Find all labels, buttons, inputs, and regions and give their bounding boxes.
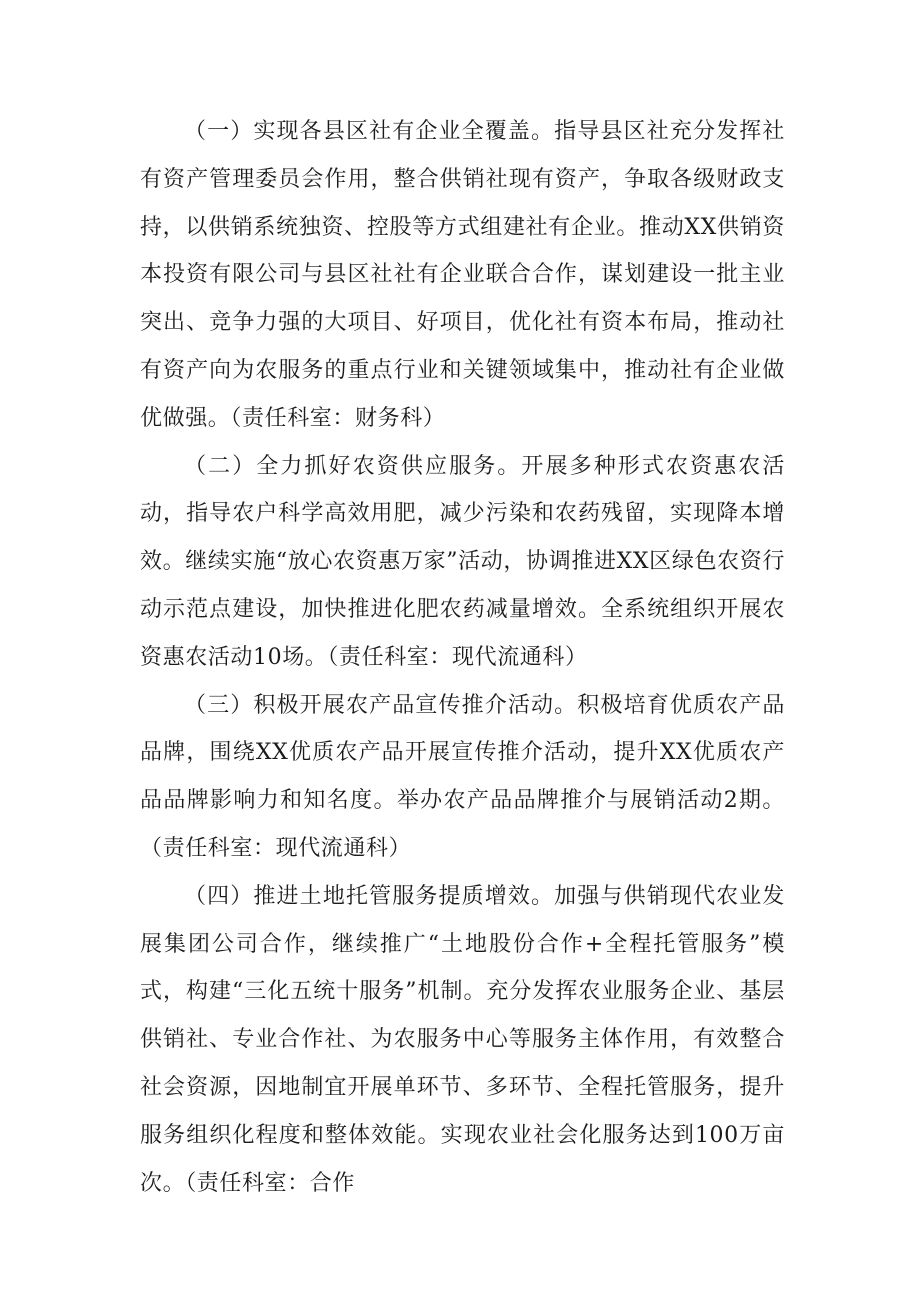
paragraph-4: （四）推进土地托管服务提质增效。加强与供销现代农业发展集团公司合作，继续推广“土地股份合作+全程托管服务”模式，构建“三化五统十服务”机制。充分发挥农业服务企业、基层供销社、专业合作社、为农服务中心等服务主体作用，有效整合社会资源，因地制宜开展单环节、多环节、全程托管服务，提升服务组织化程度和整体效能。实现农业社会化服务达到100万亩次。（责任科室：合作 (140, 883, 785, 1196)
paragraph-2: （二）全力抓好农资供应服务。开展多种形式农资惠农活动，指导农户科学高效用肥，减少污染和农药残留，实现降本增效。继续实施“放心农资惠万家”活动，协调推进XX区绿色农资行动示范点建设，加快推进化肥农药减量增效。全系统组织开展农资惠农活动10场。（责任科室：现代流通科） (140, 453, 785, 670)
paragraph-1: （一）实现各县区社有企业全覆盖。指导县区社充分发挥社有资产管理委员会作用，整合供销社现有资产，争取各级财政支持，以供销系统独资、控股等方式组建社有企业。推动XX供销资本投资有限公司与县区社社有企业联合合作，谋划建设一批主业突出、竞争力强的大项目、好项目，优化社有资本布局，推动社有资产向为农服务的重点行业和关键领域集中，推动社有企业做优做强。（责任科室：财务科） (140, 119, 785, 431)
paragraph-3: （三）积极开展农产品宣传推介活动。积极培育优质农产品品牌，围绕XX优质农产品开展宣传推介活动，提升XX优质农产品品牌影响力和知名度。举办农产品品牌推介与展销活动2期。（责任科室：现代流通科） (140, 692, 785, 861)
document-body (140, 108, 785, 1207)
